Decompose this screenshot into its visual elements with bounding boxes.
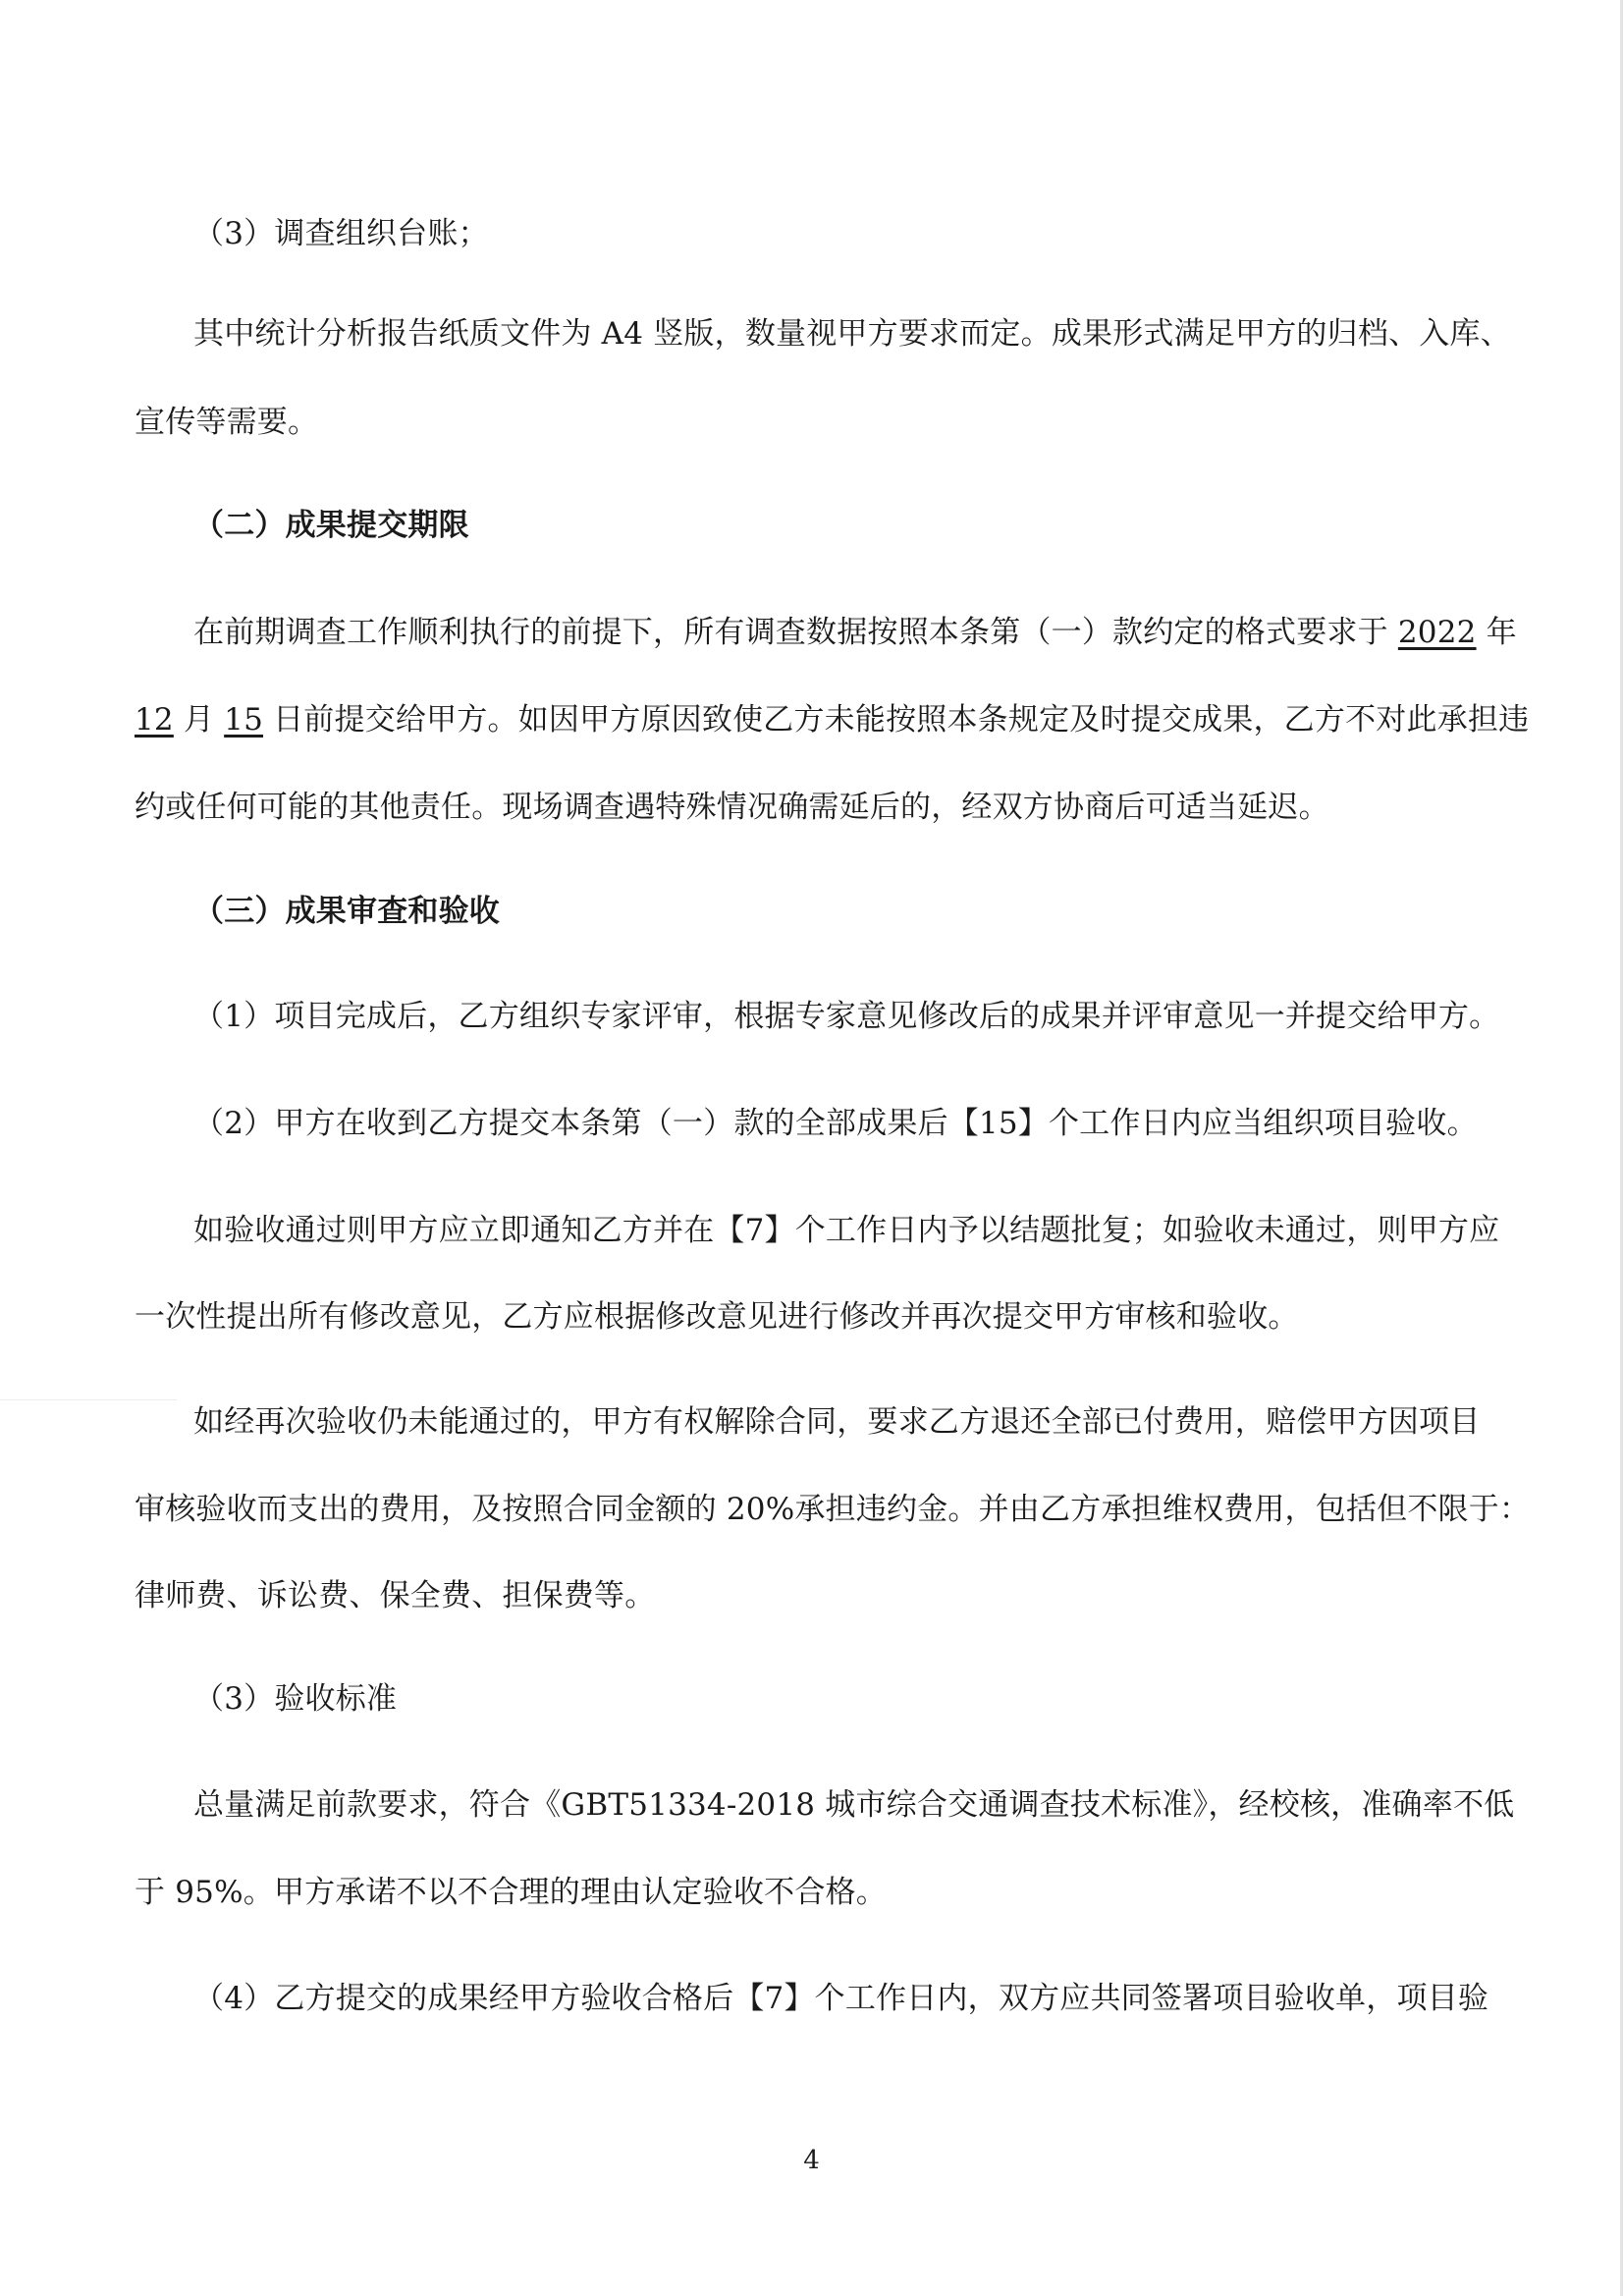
paragraph-line: 约或任何可能的其他责任。现场调查遇特殊情况确需延后的，经双方协商后可适当延迟。 [135,790,1329,825]
scan-artifact-line [0,1399,177,1400]
paragraph-line: 宣传等需要。 [135,405,319,440]
text-run: 在前期调查工作顺利执行的前提下，所有调查数据按照本条第（一）款约定的格式要求于 [193,615,1398,650]
text-run: 月 [173,702,225,738]
paragraph-line [135,700,1530,739]
paragraph-line: 如验收通过则甲方应立即通知乙方并在【7】个工作日内予以结题批复；如验收未通过，则甲方应 [193,1213,1500,1248]
paragraph-line: 如经再次验收仍未能通过的，甲方有权解除合同，要求乙方退还全部已付费用，赔偿甲方因项目 [193,1404,1481,1440]
month-value: 12 [135,702,174,738]
year-value: 2022 [1397,615,1477,650]
section-heading-review-acceptance: （三）成果审查和验收 [193,894,500,929]
paragraph-line: 总量满足前款要求，符合《GBT51334-2018 城市综合交通调查技术标准》，经校核，准确率不低 [193,1787,1515,1823]
page-number: 4 [803,2146,820,2175]
paragraph-line: 一次性提出所有修改意见，乙方应根据修改意见进行修改并再次提交甲方审核和验收。 [135,1299,1299,1335]
list-item-4: （4）乙方提交的成果经甲方验收合格后【7】个工作日内，双方应共同签署项目验收单，项目验 [193,1981,1489,2016]
text-run: 日前提交给甲方。如因甲方原因致使乙方未能按照本条规定及时提交成果，乙方不对此承担违 [263,702,1530,738]
paragraph-line: 于 95%。甲方承诺不以不合理的理由认定验收不合格。 [135,1875,887,1910]
text-run: 年 [1476,615,1517,650]
paragraph-line [193,613,1517,652]
list-item-2: （2）甲方在收到乙方提交本条第（一）款的全部成果后【15】个工作日内应当组织项目验收。 [193,1106,1478,1141]
list-item-3-standard: （3）验收标准 [193,1681,398,1717]
paragraph-line: 其中统计分析报告纸质文件为 A4 竖版，数量视甲方要求而定。成果形式满足甲方的归档、入库、 [193,316,1511,352]
section-heading-submission-deadline: （二）成果提交期限 [193,508,469,543]
list-item-3-ledger: （3）调查组织台账； [193,216,489,251]
day-value: 15 [224,702,264,738]
paragraph-line: 律师费、诉讼费、保全费、担保费等。 [135,1578,656,1613]
list-item-1: （1）项目完成后，乙方组织专家评审，根据专家意见修改后的成果并评审意见一并提交给甲方。 [193,999,1500,1034]
paragraph-line: 审核验收而支出的费用，及按照合同金额的 20%承担违约金。并由乙方承担维权费用，包括但不限于： [135,1492,1531,1527]
